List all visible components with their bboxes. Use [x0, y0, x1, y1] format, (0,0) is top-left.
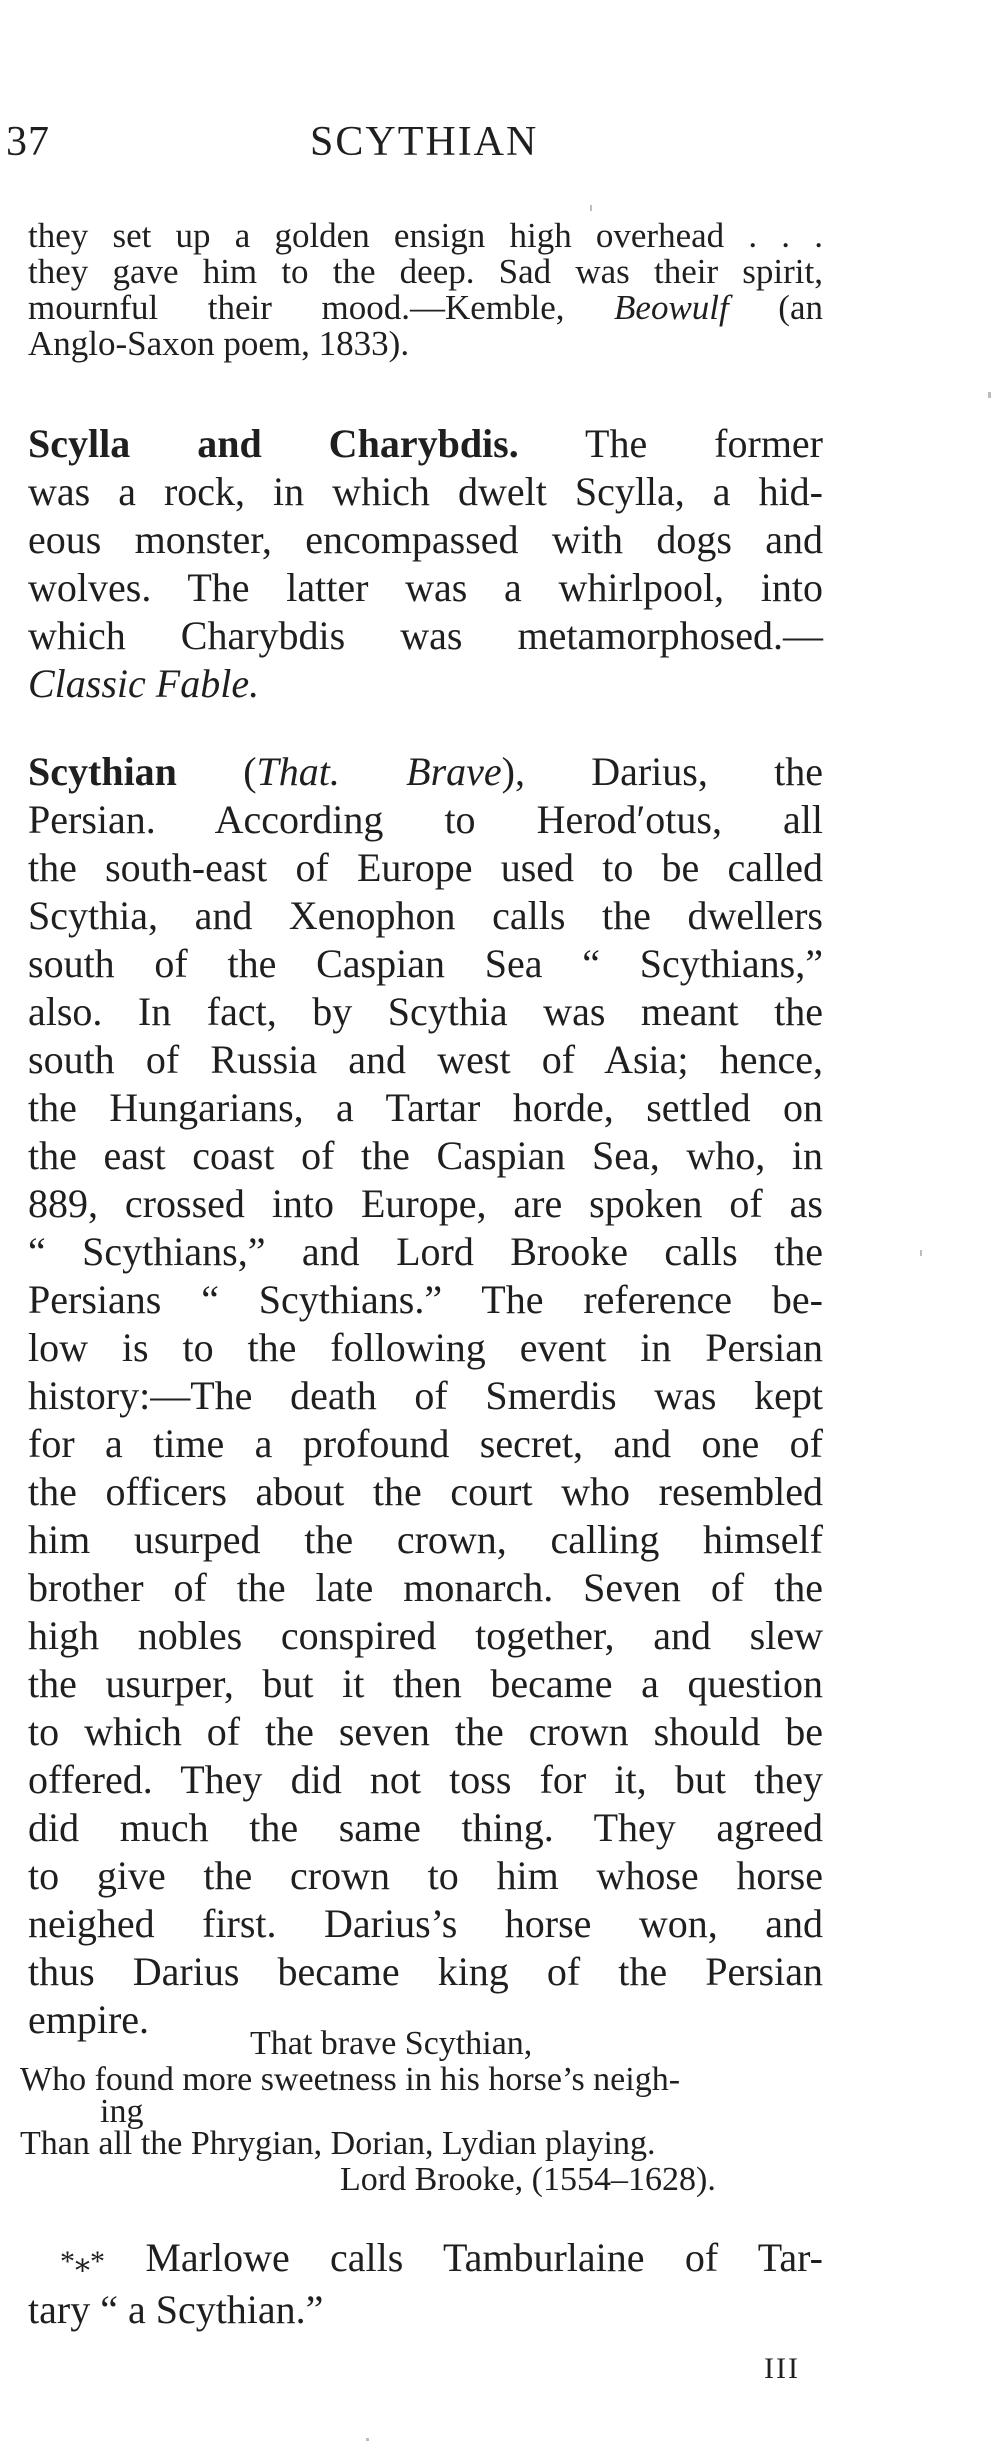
text-line: empire. — [28, 1997, 150, 2042]
text-line: the officers about the court who resembled — [28, 1469, 823, 1514]
text-line: thus Darius became king of the Persian — [28, 1949, 823, 1994]
text-line: the Hungarians, a Tartar horde, settled on — [28, 1085, 823, 1130]
text-line: south of the Caspian Sea “ Scythians,” — [28, 941, 823, 986]
verse-attribution: Lord Brooke, (1554–1628). — [340, 2161, 716, 2198]
text-line: Persians “ Scythians.” The reference be- — [28, 1277, 823, 1322]
text-line: wolves. The latter was a whirlpool, into — [28, 565, 823, 610]
text-line: “ Scythians,” and Lord Brooke calls the — [28, 1229, 823, 1274]
page-header — [0, 118, 1000, 178]
asterism-mark: *⁎* — [60, 2245, 105, 2278]
signature-mark: III — [764, 2352, 800, 2385]
entry-scythian — [28, 748, 823, 2044]
text-line: for a time a profound secret, and one of — [28, 1421, 823, 1466]
paper-speck — [988, 392, 991, 398]
text-line: also. In fact, by Scythia was meant the — [28, 989, 823, 1034]
text-line: 889, crossed into Europe, are spoken of as — [28, 1181, 823, 1226]
text-line: the east coast of the Caspian Sea, who, in — [28, 1133, 823, 1178]
text-line: Scythia, and Xenophon calls the dwellers — [28, 893, 823, 938]
paper-speck — [590, 205, 592, 211]
note-paragraph — [28, 2234, 823, 2334]
running-head: SCYTHIAN — [310, 119, 539, 165]
text-line: low is to the following event in Persian — [28, 1325, 823, 1370]
verse-line: Who found more sweetness in his horse’s neigh- — [20, 2061, 681, 2098]
text-line: high nobles conspired together, and slew — [28, 1613, 823, 1658]
text-line: history:—The death of Smerdis was kept — [28, 1373, 823, 1418]
entry-epithet: That. Brave — [256, 749, 502, 794]
text-line: Anglo-Saxon poem, 1833). — [28, 324, 410, 363]
text-line: neighed first. Darius’s horse won, and — [28, 1901, 823, 1946]
text-line: Persian. According to Herod′otus, all — [28, 797, 823, 842]
verse-line: Than all the Phrygian, Dorian, Lydian playing. — [20, 2125, 656, 2162]
paper-speck — [920, 1250, 922, 1256]
entry-source: Classic Fable. — [28, 661, 260, 706]
text-line: the south-east of Europe used to be called — [28, 845, 823, 890]
text-line: to which of the seven the crown should be — [28, 1709, 823, 1754]
text-line: they set up a golden ensign high overhead . . . — [28, 216, 823, 255]
verse-line-continuation: ing — [100, 2093, 144, 2130]
entry-scylla — [28, 420, 823, 708]
text-line: Scythian (That. Brave), Darius, the — [28, 749, 823, 794]
text-line: the usurper, but it then became a question — [28, 1661, 823, 1706]
text-line: south of Russia and west of Asia; hence, — [28, 1037, 823, 1082]
text-line: brother of the late monarch. Seven of the — [28, 1565, 823, 1610]
text-line: which Charybdis was metamorphosed.— — [28, 613, 823, 658]
text-line: did much the same thing. They agreed — [28, 1805, 823, 1850]
work-title: Beowulf — [614, 288, 729, 327]
entry-term: Scylla and Charybdis. — [28, 421, 519, 466]
text-line: Scylla and Charybdis. The former — [28, 421, 824, 466]
entry-term: Scythian — [28, 749, 177, 794]
page-number: 37 — [6, 119, 50, 165]
text-line: eous monster, encompassed with dogs and — [28, 517, 823, 562]
text-line: him usurped the crown, calling himself — [28, 1517, 823, 1562]
text-line: *⁎* Marlowe calls Tamburlaine of Tar- — [60, 2235, 823, 2280]
text-line: mournful their mood.—Kemble, Beowulf (an — [28, 288, 823, 327]
text-line: was a rock, in which dwelt Scylla, a hid- — [28, 469, 823, 514]
verse-line: That brave Scythian, — [250, 2025, 533, 2062]
text-line: tary “ a Scythian.” — [28, 2287, 324, 2332]
paper-speck — [366, 2438, 369, 2441]
text-line: offered. They did not toss for it, but they — [28, 1757, 823, 1802]
intro-paragraph — [28, 218, 823, 362]
text-line: they gave him to the deep. Sad was their spirit, — [28, 252, 823, 291]
text-line: to give the crown to him whose horse — [28, 1853, 823, 1898]
